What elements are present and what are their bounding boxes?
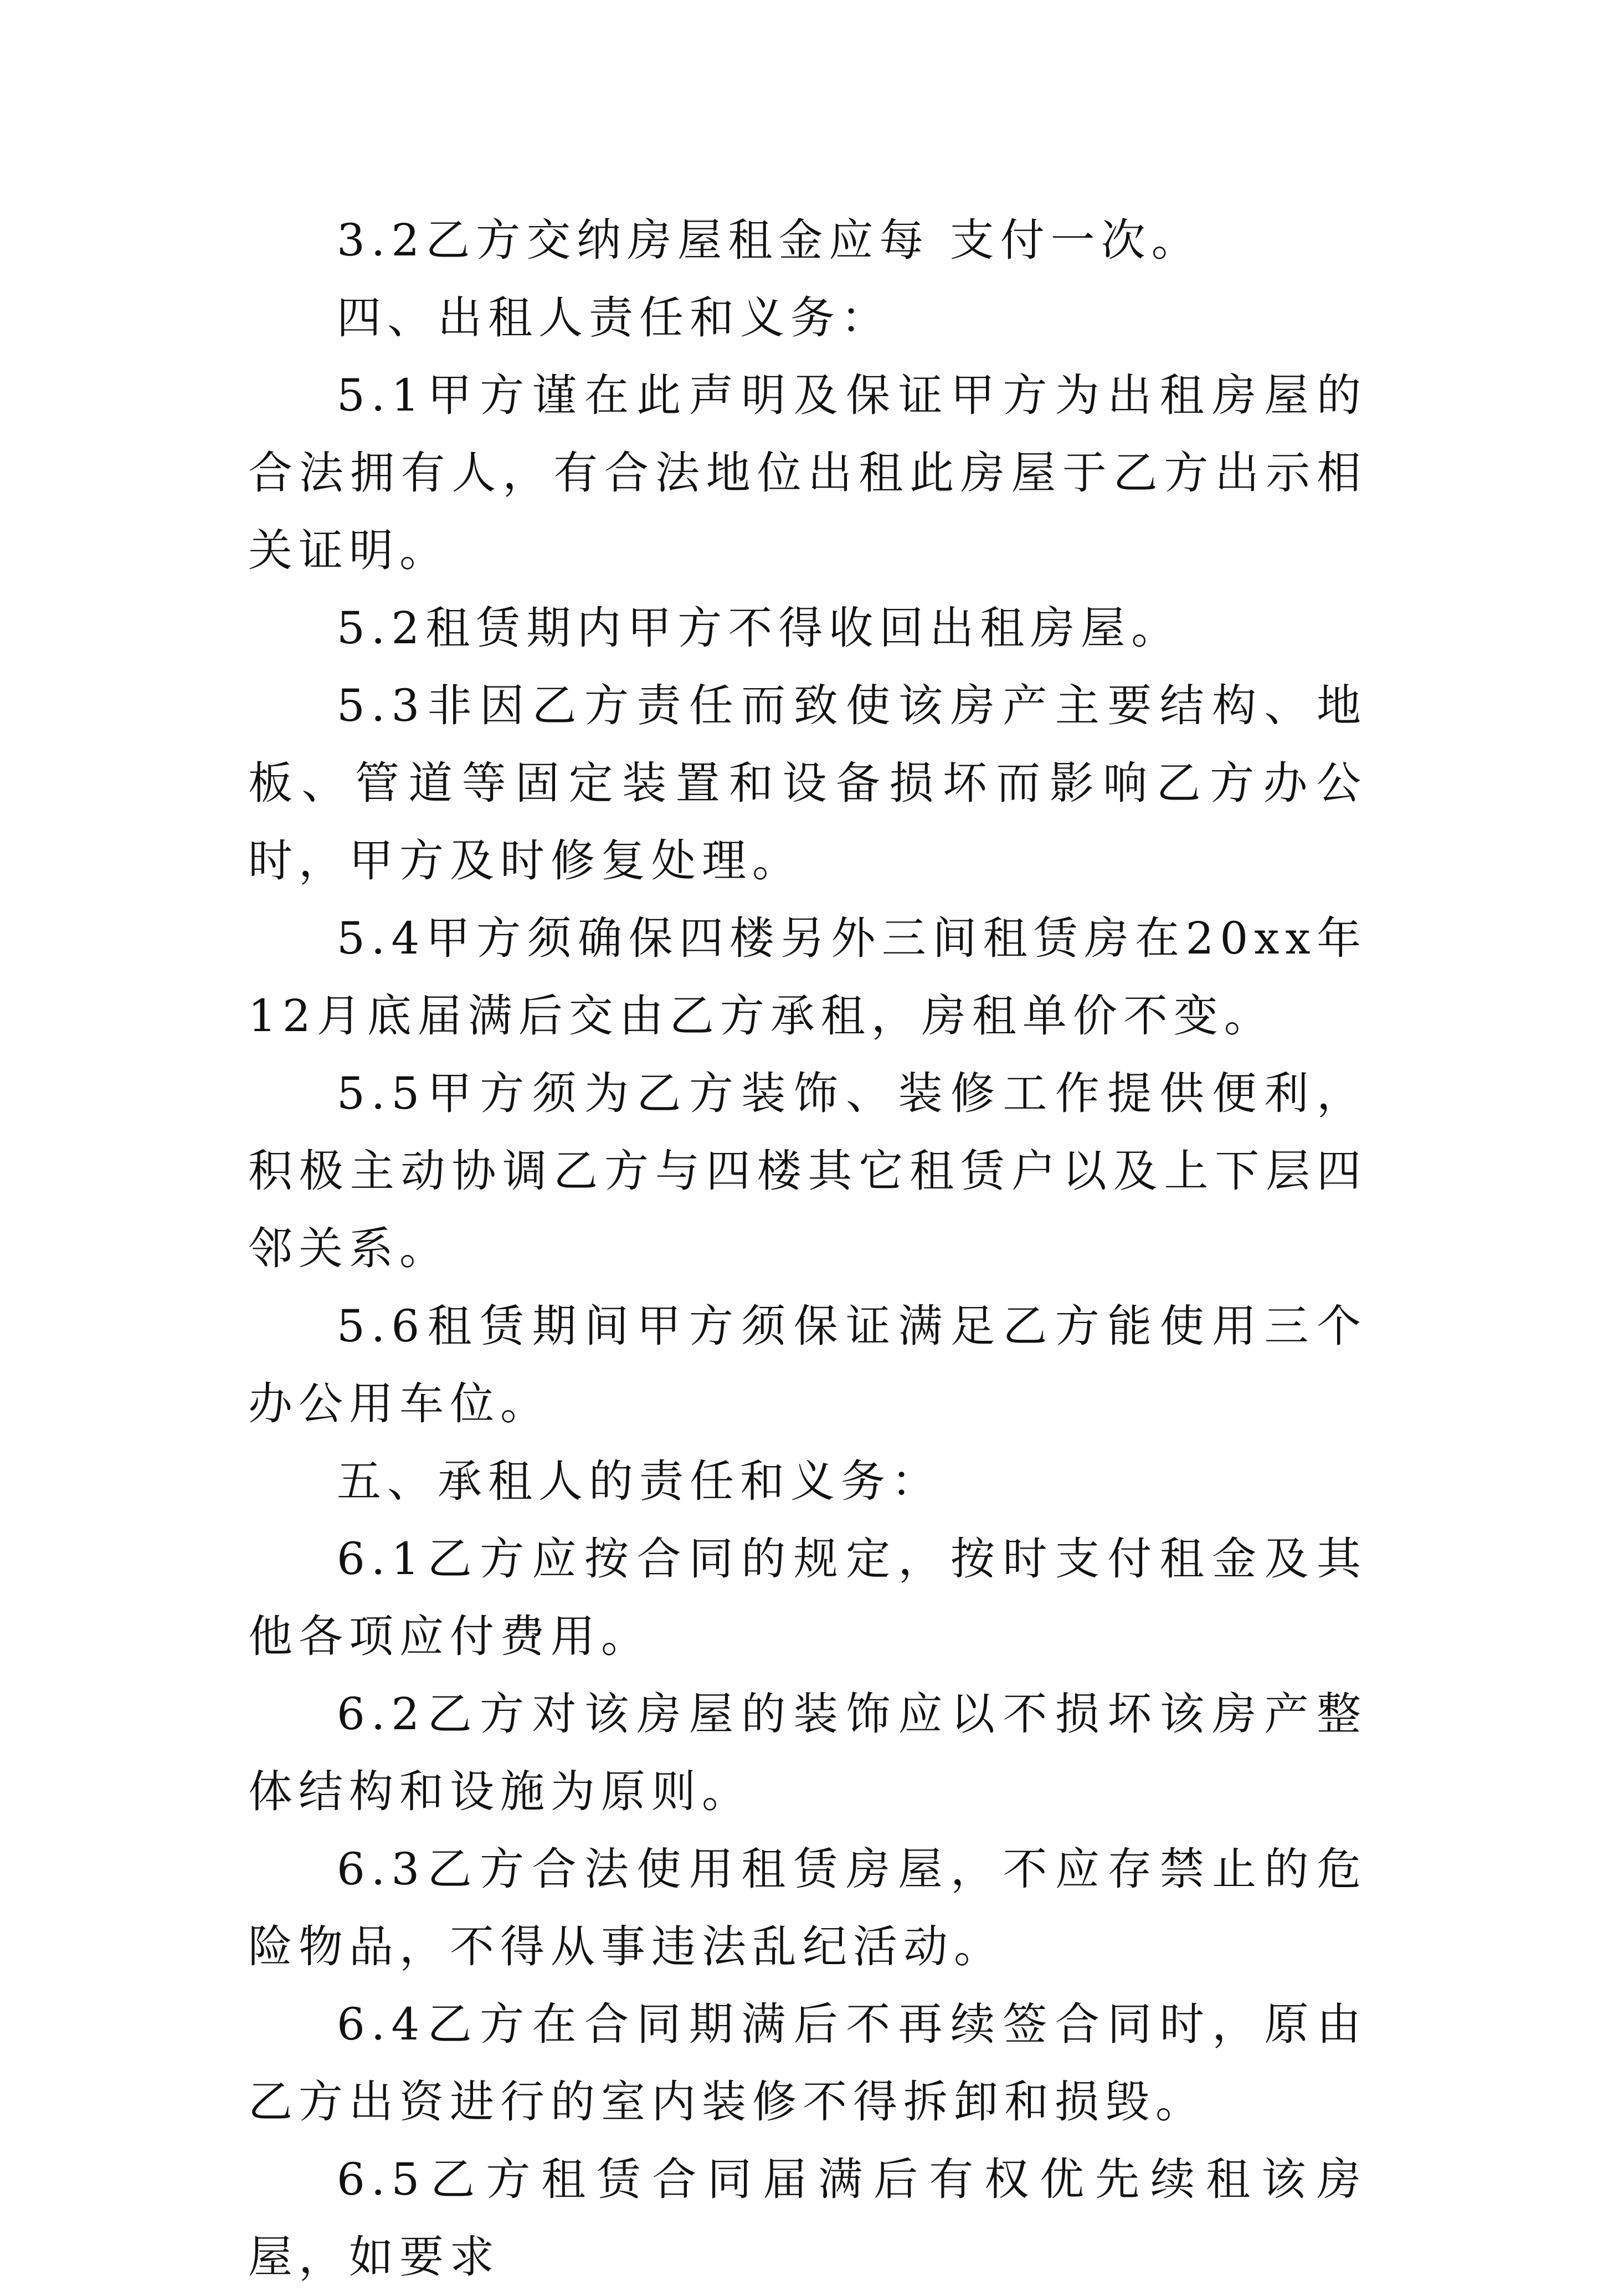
clause-5-3: 5.3非因乙方责任而致使该房产主要结构、地板、管道等固定装置和设备损坏而影响乙方办公时，甲方及时修复处理。	[248, 680, 1367, 886]
clause-3-2: 3.2乙方交纳房屋租金应每 支付一次。	[337, 214, 1202, 266]
clause-5-5: 5.5甲方须为乙方装饰、装修工作提供便利，积极主动协调乙方与四楼其它租赁户以及上下层四邻关系。	[248, 1068, 1367, 1274]
clause-5-4: 5.4甲方须确保四楼另外三间租赁房在20xx年12月底届满后交由乙方承租，房租单价不变。	[248, 913, 1367, 1042]
section-heading-lessor-duties: 四、出租人责任和义务：	[337, 292, 891, 344]
section-heading-lessee-duties: 五、承租人的责任和义务：	[337, 1456, 942, 1507]
clause-5-2: 5.2租赁期内甲方不得收回出租房屋。	[337, 602, 1182, 654]
document-body	[248, 202, 1367, 2296]
clause-6-1: 6.1乙方应按合同的规定，按时支付租金及其他各项应付费用。	[248, 1533, 1367, 1662]
clause-6-4: 6.4乙方在合同期满后不再续签合同时，原由乙方出资进行的室内装修不得拆卸和损毁。	[248, 1998, 1367, 2128]
clause-5-6: 5.6租赁期间甲方须保证满足乙方能使用三个办公用车位。	[248, 1300, 1367, 1429]
clause-6-2: 6.2乙方对该房屋的装饰应以不损坏该房产整体结构和设施为原则。	[248, 1688, 1367, 1817]
clause-6-3: 6.3乙方合法使用租赁房屋，不应存禁止的危险物品，不得从事违法乱纪活动。	[248, 1843, 1367, 1972]
clause-5-1: 5.1甲方谨在此声明及保证甲方为出租房屋的合法拥有人，有合法地位出租此房屋于乙方出示相关证明。	[248, 370, 1367, 576]
clause-6-5: 6.5乙方租赁合同届满后有权优先续租该房屋，如要求	[248, 2154, 1367, 2283]
